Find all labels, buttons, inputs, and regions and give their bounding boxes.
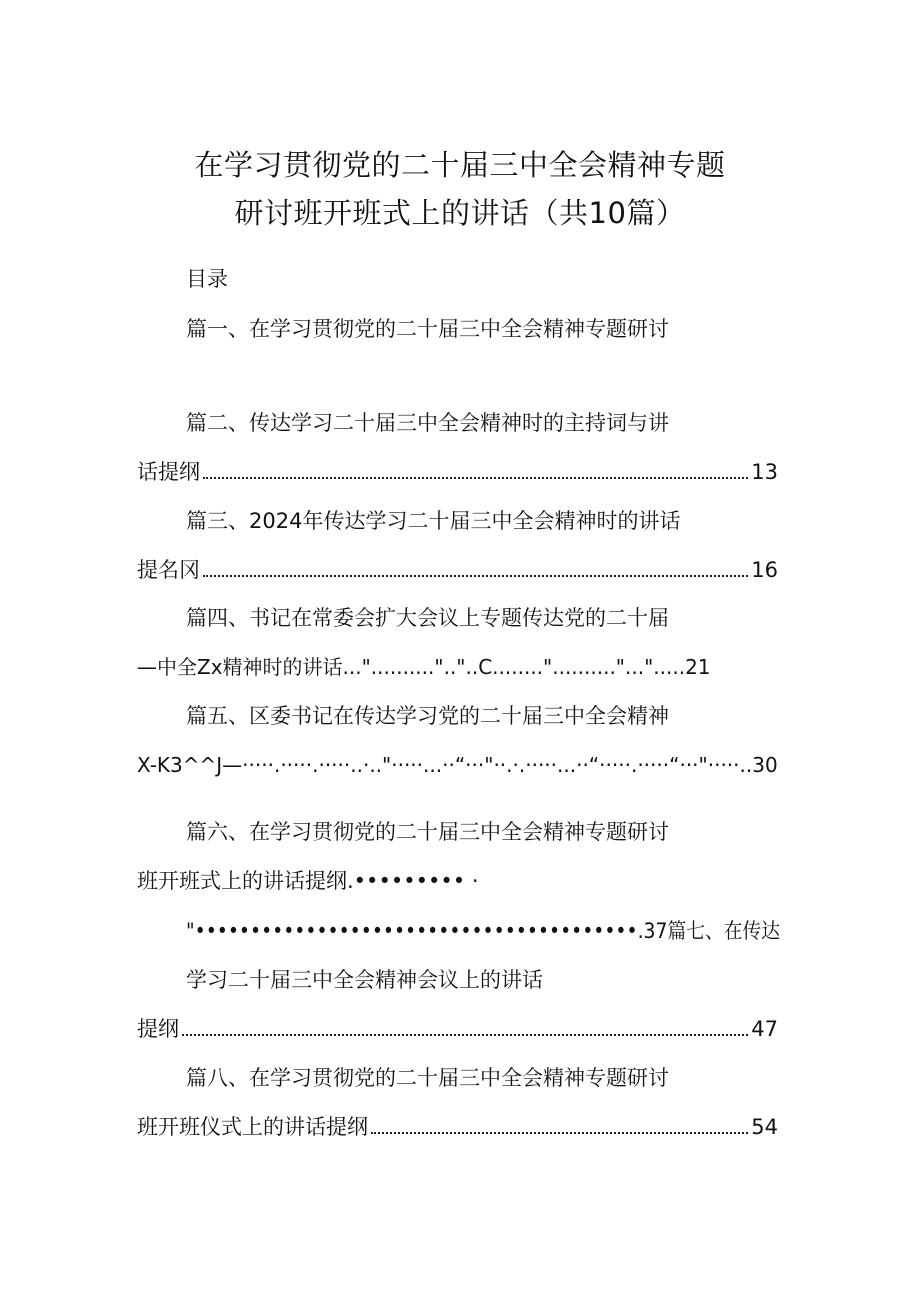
toc-entry-7-line-2[interactable]: 学习二十届三中全会精神会议上的讲话 (186, 968, 543, 992)
document-title-line-2: 研讨班开班式上的讲话（共10篇） (234, 196, 686, 230)
dot-leader (371, 1132, 748, 1134)
dot-leader (203, 575, 748, 577)
toc-entry-2-page: 13 (751, 460, 778, 484)
toc-entry-7-page: 47 (751, 1017, 778, 1041)
toc-entry-8-page: 54 (751, 1115, 778, 1139)
toc-entry-6-line-3[interactable]: "••••••••••••••••••••••••••••••••••••••••.37篇七、在传达 (186, 919, 781, 943)
toc-entry-2-line-1[interactable]: 篇二、传达学习二十届三中全会精神时的主持词与讲 (186, 411, 669, 435)
toc-entry-5-line-2[interactable]: X-K3^^J—·····.·····.·····..·.."·····...··“···"··.·.·····...··“·····.·····“···"·····..30 (137, 753, 778, 777)
toc-entry-3-line-1[interactable]: 篇三、2024年传达学习二十届三中全会精神时的讲话 (186, 509, 681, 533)
toc-entry-8-text: 班开班仪式上的讲话提纲 (137, 1115, 368, 1139)
document-title-line-1: 在学习贯彻党的二十届三中全会精神专题 (194, 148, 726, 182)
dot-leader (203, 477, 748, 479)
toc-entry-4-line-2[interactable]: —中全Zx精神时的讲话..."..........".."..C........".........."...".....21 (137, 655, 711, 679)
toc-entry-7-line-3[interactable] (137, 1014, 778, 1044)
toc-entry-4-line-1[interactable]: 篇四、书记在常委会扩大会议上专题传达党的二十届 (186, 606, 669, 630)
toc-entry-5-line-1[interactable]: 篇五、区委书记在传达学习党的二十届三中全会精神 (186, 704, 669, 728)
toc-entry-6-line-1[interactable]: 篇六、在学习贯彻党的二十届三中全会精神专题研讨 (186, 820, 669, 844)
toc-entry-1[interactable]: 篇一、在学习贯彻党的二十届三中全会精神专题研讨 (186, 317, 669, 341)
toc-heading: 目录 (186, 267, 228, 291)
toc-entry-3-line-2[interactable] (137, 555, 778, 585)
toc-entry-2-line-2[interactable] (137, 457, 778, 487)
toc-entry-6-line-2[interactable]: 班开班式上的讲话提纲.••••••••• · (137, 869, 479, 893)
toc-entry-8-line-2[interactable] (137, 1112, 778, 1142)
toc-entry-3-text: 提名冈 (137, 558, 200, 582)
toc-entry-8-line-1[interactable]: 篇八、在学习贯彻党的二十届三中全会精神专题研讨 (186, 1066, 669, 1090)
toc-entry-3-page: 16 (751, 558, 778, 582)
toc-entry-7-text: 提纲 (137, 1017, 179, 1041)
dot-leader (182, 1034, 748, 1036)
toc-entry-2-text: 话提纲 (137, 460, 200, 484)
